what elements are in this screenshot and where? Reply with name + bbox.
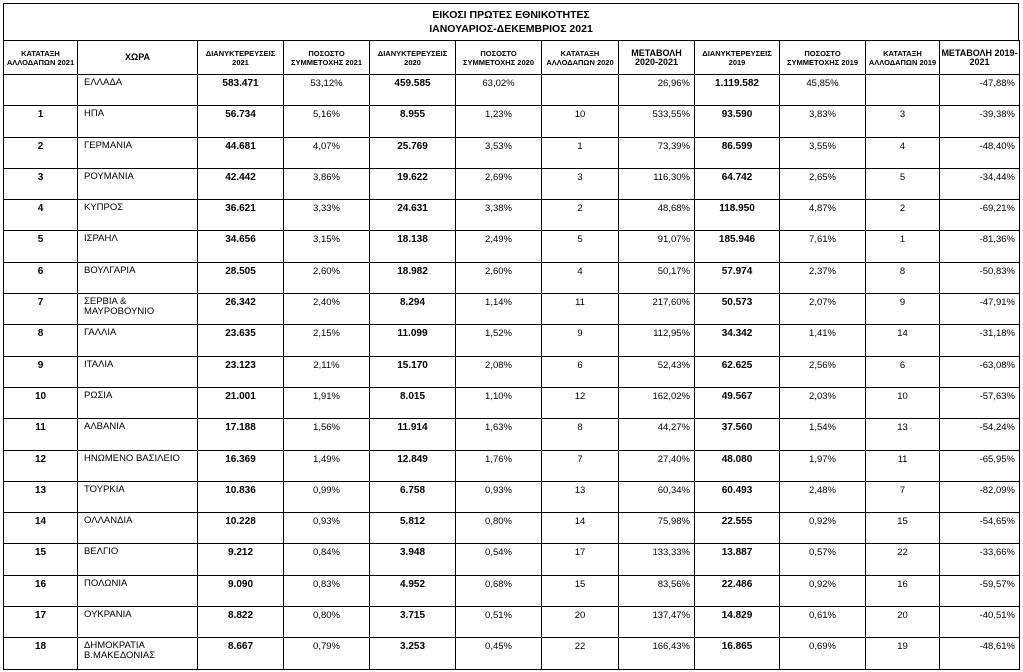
- cell-share-2019: 3,83%: [780, 106, 866, 137]
- table-row: [4, 137, 1020, 168]
- cell-change-2019-2021: -47,88%: [940, 75, 1020, 106]
- cell-share-2019: 2,56%: [780, 356, 866, 387]
- cell-overnights-2019: 64.742: [695, 168, 780, 199]
- cell-share-2019: 4,87%: [780, 200, 866, 231]
- cell-rank-2021: 7: [4, 294, 78, 325]
- cell-overnights-2021: 21.001: [198, 387, 284, 418]
- cell-country: ΒΟΥΛΓΑΡΙΑ: [78, 262, 198, 293]
- nationalities-table: [3, 40, 1020, 670]
- table-row: [4, 294, 1020, 325]
- cell-overnights-2019: 16.865: [695, 638, 780, 669]
- cell-rank-2019: 8: [866, 262, 940, 293]
- cell-overnights-2021: 9.212: [198, 544, 284, 575]
- cell-overnights-2021: 56.734: [198, 106, 284, 137]
- cell-country: ΟΛΛΑΝΔΙΑ: [78, 513, 198, 544]
- cell-share-2019: 2,48%: [780, 481, 866, 512]
- cell-rank-2019: 22: [866, 544, 940, 575]
- header-rank-2020: ΚΑΤΑΤΑΞΗ ΑΛΛΟΔΑΠΩΝ 2020: [542, 41, 619, 75]
- cell-overnights-2019: 50.573: [695, 294, 780, 325]
- cell-share-2020: 0,68%: [456, 575, 542, 606]
- cell-share-2021: 0,79%: [284, 638, 370, 669]
- cell-overnights-2019: 48.080: [695, 450, 780, 481]
- cell-rank-2021: 4: [4, 200, 78, 231]
- cell-share-2021: 0,80%: [284, 607, 370, 638]
- cell-change-2020-2021: 166,43%: [619, 638, 695, 669]
- cell-overnights-2021: 8.822: [198, 607, 284, 638]
- cell-share-2021: 2,40%: [284, 294, 370, 325]
- header-share-2020: ΠΟΣΟΣΤΟ ΣΥΜΜΕΤΟΧΗΣ 2020: [456, 41, 542, 75]
- cell-rank-2020: 8: [542, 419, 619, 450]
- cell-rank-2020: 14: [542, 513, 619, 544]
- cell-share-2019: 2,03%: [780, 387, 866, 418]
- table-title: [3, 3, 1019, 40]
- spreadsheet: [3, 3, 1019, 672]
- title-line-2: ΙΑΝΟΥΑΡΙΟΣ-ΔΕΚΕΜΒΡΙΟΣ 2021: [429, 23, 593, 35]
- cell-change-2020-2021: 50,17%: [619, 262, 695, 293]
- cell-rank-2020: 15: [542, 575, 619, 606]
- cell-rank-2020: 12: [542, 387, 619, 418]
- cell-change-2020-2021: 162,02%: [619, 387, 695, 418]
- cell-share-2021: 0,99%: [284, 481, 370, 512]
- cell-share-2021: 1,91%: [284, 387, 370, 418]
- cell-overnights-2021: 9.090: [198, 575, 284, 606]
- cell-share-2020: 1,23%: [456, 106, 542, 137]
- cell-share-2019: 0,61%: [780, 607, 866, 638]
- cell-rank-2019: 20: [866, 607, 940, 638]
- header-share-2019: ΠΟΣΟΣΤΟ ΣΥΜΜΕΤΟΧΗΣ 2019: [780, 41, 866, 75]
- cell-change-2019-2021: -31,18%: [940, 325, 1020, 356]
- cell-rank-2021: 10: [4, 387, 78, 418]
- cell-share-2021: 3,86%: [284, 168, 370, 199]
- cell-rank-2019: 1: [866, 231, 940, 262]
- cell-share-2021: 2,60%: [284, 262, 370, 293]
- cell-share-2019: 1,97%: [780, 450, 866, 481]
- cell-overnights-2020: 11.099: [370, 325, 456, 356]
- cell-rank-2020: 9: [542, 325, 619, 356]
- title-line-1: ΕΙΚΟΣΙ ΠΡΩΤΕΣ ΕΘΝΙΚΟΤΗΤΕΣ: [432, 9, 590, 21]
- cell-share-2019: 1,41%: [780, 325, 866, 356]
- cell-rank-2021: 18: [4, 638, 78, 669]
- cell-change-2019-2021: -33,66%: [940, 544, 1020, 575]
- cell-overnights-2020: 459.585: [370, 75, 456, 106]
- cell-change-2019-2021: -63,08%: [940, 356, 1020, 387]
- table-row: [4, 513, 1020, 544]
- cell-country: ΡΟΥΜΑΝΙΑ: [78, 168, 198, 199]
- cell-change-2020-2021: 91,07%: [619, 231, 695, 262]
- cell-rank-2019: 11: [866, 450, 940, 481]
- header-rank-2021: ΚΑΤΑΤΑΞΗ ΑΛΛΟΔΑΠΩΝ 2021: [4, 41, 78, 75]
- cell-country: ΔΗΜΟΚΡΑΤΙΑ Β.ΜΑΚΕΔΟΝΙΑΣ: [78, 638, 198, 669]
- cell-overnights-2021: 8.667: [198, 638, 284, 669]
- header-country: ΧΩΡΑ: [78, 41, 198, 75]
- cell-rank-2019: 19: [866, 638, 940, 669]
- cell-country: ΚΥΠΡΟΣ: [78, 200, 198, 231]
- cell-share-2019: 0,69%: [780, 638, 866, 669]
- cell-rank-2019: 7: [866, 481, 940, 512]
- table-row: [4, 450, 1020, 481]
- cell-overnights-2020: 18.138: [370, 231, 456, 262]
- cell-change-2019-2021: -81,36%: [940, 231, 1020, 262]
- cell-change-2020-2021: 73,39%: [619, 137, 695, 168]
- cell-overnights-2020: 3.253: [370, 638, 456, 669]
- cell-rank-2021: 15: [4, 544, 78, 575]
- header-change-2019-2021: ΜΕΤΑΒΟΛΗ 2019-2021: [940, 41, 1020, 75]
- cell-rank-2019: 4: [866, 137, 940, 168]
- table-row: [4, 387, 1020, 418]
- cell-share-2021: 53,12%: [284, 75, 370, 106]
- cell-overnights-2019: 37.560: [695, 419, 780, 450]
- header-overnights-2020: ΔΙΑΝΥΚΤΕΡΕΥΣΕΙΣ 2020: [370, 41, 456, 75]
- cell-overnights-2021: 10.836: [198, 481, 284, 512]
- cell-rank-2020: 2: [542, 200, 619, 231]
- cell-share-2021: 3,15%: [284, 231, 370, 262]
- cell-country: ΕΛΛΑΔΑ: [78, 75, 198, 106]
- cell-rank-2021: 2: [4, 137, 78, 168]
- cell-overnights-2019: 34.342: [695, 325, 780, 356]
- header-row: [4, 41, 1020, 75]
- table-row: [4, 419, 1020, 450]
- cell-share-2019: 2,07%: [780, 294, 866, 325]
- table-row: [4, 356, 1020, 387]
- cell-overnights-2020: 6.758: [370, 481, 456, 512]
- cell-overnights-2021: 26.342: [198, 294, 284, 325]
- cell-overnights-2019: 93.590: [695, 106, 780, 137]
- table-row: [4, 325, 1020, 356]
- cell-country: ΙΣΡΑΗΛ: [78, 231, 198, 262]
- cell-share-2020: 2,60%: [456, 262, 542, 293]
- cell-rank-2019: 13: [866, 419, 940, 450]
- cell-change-2020-2021: 27,40%: [619, 450, 695, 481]
- cell-rank-2020: 7: [542, 450, 619, 481]
- cell-change-2019-2021: -54,65%: [940, 513, 1020, 544]
- cell-rank-2020: 10: [542, 106, 619, 137]
- cell-change-2020-2021: 75,98%: [619, 513, 695, 544]
- cell-rank-2020: 6: [542, 356, 619, 387]
- cell-country: ΓΑΛΛΙΑ: [78, 325, 198, 356]
- cell-change-2020-2021: 217,60%: [619, 294, 695, 325]
- cell-rank-2020: [542, 75, 619, 106]
- cell-share-2021: 4,07%: [284, 137, 370, 168]
- cell-change-2019-2021: -69,21%: [940, 200, 1020, 231]
- cell-overnights-2019: 13.887: [695, 544, 780, 575]
- cell-country: ΤΟΥΡΚΙΑ: [78, 481, 198, 512]
- cell-rank-2021: 11: [4, 419, 78, 450]
- cell-share-2020: 0,93%: [456, 481, 542, 512]
- cell-rank-2021: 8: [4, 325, 78, 356]
- cell-share-2020: 1,63%: [456, 419, 542, 450]
- cell-country: ΗΝΩΜΕΝΟ ΒΑΣΙΛΕΙΟ: [78, 450, 198, 481]
- cell-share-2021: 2,11%: [284, 356, 370, 387]
- header-rank-2019: ΚΑΤΑΤΑΞΗ ΑΛΛΟΔΑΠΩΝ 2019: [866, 41, 940, 75]
- cell-overnights-2020: 8.294: [370, 294, 456, 325]
- header-change-2020-2021: ΜΕΤΑΒΟΛΗ 2020-2021: [619, 41, 695, 75]
- cell-rank-2021: 6: [4, 262, 78, 293]
- cell-country: ΓΕΡΜΑΝΙΑ: [78, 137, 198, 168]
- cell-change-2019-2021: -59,57%: [940, 575, 1020, 606]
- cell-overnights-2021: 16.369: [198, 450, 284, 481]
- header-overnights-2021: ΔΙΑΝΥΚΤΕΡΕΥΣΕΙΣ 2021: [198, 41, 284, 75]
- cell-change-2020-2021: 26,96%: [619, 75, 695, 106]
- cell-overnights-2020: 18.982: [370, 262, 456, 293]
- cell-change-2020-2021: 112,95%: [619, 325, 695, 356]
- cell-rank-2021: 5: [4, 231, 78, 262]
- cell-rank-2021: 9: [4, 356, 78, 387]
- cell-change-2019-2021: -34,44%: [940, 168, 1020, 199]
- header-overnights-2019: ΔΙΑΝΥΚΤΕΡΕΥΣΕΙΣ 2019: [695, 41, 780, 75]
- cell-rank-2021: 12: [4, 450, 78, 481]
- cell-share-2020: 1,52%: [456, 325, 542, 356]
- cell-overnights-2019: 86.599: [695, 137, 780, 168]
- cell-change-2019-2021: -57,63%: [940, 387, 1020, 418]
- cell-overnights-2020: 3.948: [370, 544, 456, 575]
- cell-overnights-2020: 15.170: [370, 356, 456, 387]
- cell-overnights-2019: 49.567: [695, 387, 780, 418]
- cell-change-2019-2021: -39,38%: [940, 106, 1020, 137]
- cell-rank-2019: 16: [866, 575, 940, 606]
- cell-share-2020: 0,80%: [456, 513, 542, 544]
- cell-change-2020-2021: 52,43%: [619, 356, 695, 387]
- cell-share-2019: 2,37%: [780, 262, 866, 293]
- cell-overnights-2019: 118.950: [695, 200, 780, 231]
- cell-change-2019-2021: -65,95%: [940, 450, 1020, 481]
- cell-rank-2021: 17: [4, 607, 78, 638]
- table-row: [4, 638, 1020, 669]
- cell-overnights-2020: 8.955: [370, 106, 456, 137]
- cell-change-2019-2021: -40,51%: [940, 607, 1020, 638]
- cell-rank-2019: 15: [866, 513, 940, 544]
- cell-rank-2020: 22: [542, 638, 619, 669]
- cell-overnights-2019: 22.555: [695, 513, 780, 544]
- cell-overnights-2019: 14.829: [695, 607, 780, 638]
- cell-overnights-2021: 23.635: [198, 325, 284, 356]
- cell-share-2019: 0,92%: [780, 575, 866, 606]
- cell-overnights-2021: 34.656: [198, 231, 284, 262]
- cell-overnights-2019: 185.946: [695, 231, 780, 262]
- cell-overnights-2019: 57.974: [695, 262, 780, 293]
- cell-rank-2021: [4, 75, 78, 106]
- cell-rank-2020: 3: [542, 168, 619, 199]
- cell-country: ΒΕΛΓΙΟ: [78, 544, 198, 575]
- table-row: [4, 168, 1020, 199]
- cell-overnights-2019: 22.486: [695, 575, 780, 606]
- cell-overnights-2021: 36.621: [198, 200, 284, 231]
- cell-overnights-2020: 8.015: [370, 387, 456, 418]
- cell-share-2020: 3,38%: [456, 200, 542, 231]
- cell-rank-2019: 9: [866, 294, 940, 325]
- cell-overnights-2020: 3.715: [370, 607, 456, 638]
- cell-overnights-2021: 42.442: [198, 168, 284, 199]
- cell-share-2021: 0,83%: [284, 575, 370, 606]
- cell-overnights-2020: 19.622: [370, 168, 456, 199]
- cell-rank-2019: [866, 75, 940, 106]
- table-row: [4, 231, 1020, 262]
- table-row: [4, 262, 1020, 293]
- cell-rank-2020: 20: [542, 607, 619, 638]
- cell-rank-2020: 13: [542, 481, 619, 512]
- cell-share-2019: 1,54%: [780, 419, 866, 450]
- cell-share-2020: 1,14%: [456, 294, 542, 325]
- cell-overnights-2019: 62.625: [695, 356, 780, 387]
- cell-overnights-2021: 17.188: [198, 419, 284, 450]
- cell-rank-2019: 10: [866, 387, 940, 418]
- cell-share-2019: 0,57%: [780, 544, 866, 575]
- cell-overnights-2019: 1.119.582: [695, 75, 780, 106]
- cell-change-2019-2021: -82,09%: [940, 481, 1020, 512]
- cell-share-2021: 1,56%: [284, 419, 370, 450]
- cell-share-2021: 3,33%: [284, 200, 370, 231]
- cell-country: ΣΕΡΒΙΑ & ΜΑΥΡΟΒΟΥΝΙΟ: [78, 294, 198, 325]
- cell-country: ΡΩΣΙΑ: [78, 387, 198, 418]
- cell-change-2020-2021: 137,47%: [619, 607, 695, 638]
- cell-country: ΙΤΑΛΙΑ: [78, 356, 198, 387]
- cell-country: ΠΟΛΩΝΙΑ: [78, 575, 198, 606]
- cell-change-2019-2021: -54,24%: [940, 419, 1020, 450]
- cell-overnights-2020: 12.849: [370, 450, 456, 481]
- cell-rank-2021: 3: [4, 168, 78, 199]
- cell-share-2019: 7,61%: [780, 231, 866, 262]
- cell-share-2021: 2,15%: [284, 325, 370, 356]
- cell-rank-2021: 14: [4, 513, 78, 544]
- cell-country: ΑΛΒΑΝΙΑ: [78, 419, 198, 450]
- cell-share-2020: 2,69%: [456, 168, 542, 199]
- cell-change-2019-2021: -50,83%: [940, 262, 1020, 293]
- cell-rank-2020: 5: [542, 231, 619, 262]
- cell-share-2020: 1,76%: [456, 450, 542, 481]
- table-row: [4, 481, 1020, 512]
- cell-change-2020-2021: 533,55%: [619, 106, 695, 137]
- table-body: [4, 75, 1020, 670]
- cell-overnights-2020: 24.631: [370, 200, 456, 231]
- cell-overnights-2020: 4.952: [370, 575, 456, 606]
- table-row: [4, 544, 1020, 575]
- cell-share-2019: 2,65%: [780, 168, 866, 199]
- table-row: [4, 607, 1020, 638]
- table-row: [4, 75, 1020, 106]
- cell-rank-2020: 11: [542, 294, 619, 325]
- cell-overnights-2021: 583.471: [198, 75, 284, 106]
- cell-change-2019-2021: -48,61%: [940, 638, 1020, 669]
- cell-share-2020: 2,08%: [456, 356, 542, 387]
- cell-rank-2020: 1: [542, 137, 619, 168]
- cell-change-2020-2021: 44,27%: [619, 419, 695, 450]
- cell-change-2020-2021: 83,56%: [619, 575, 695, 606]
- cell-overnights-2019: 60.493: [695, 481, 780, 512]
- cell-change-2020-2021: 133,33%: [619, 544, 695, 575]
- cell-overnights-2020: 25.769: [370, 137, 456, 168]
- cell-share-2021: 1,49%: [284, 450, 370, 481]
- cell-share-2021: 0,84%: [284, 544, 370, 575]
- cell-rank-2021: 1: [4, 106, 78, 137]
- cell-rank-2019: 3: [866, 106, 940, 137]
- cell-overnights-2021: 28.505: [198, 262, 284, 293]
- header-share-2021: ΠΟΣΟΣΤΟ ΣΥΜΜΕΤΟΧΗΣ 2021: [284, 41, 370, 75]
- cell-share-2020: 0,51%: [456, 607, 542, 638]
- cell-share-2019: 0,92%: [780, 513, 866, 544]
- cell-rank-2020: 4: [542, 262, 619, 293]
- cell-country: ΗΠΑ: [78, 106, 198, 137]
- cell-overnights-2021: 23.123: [198, 356, 284, 387]
- cell-change-2019-2021: -47,91%: [940, 294, 1020, 325]
- cell-change-2020-2021: 60,34%: [619, 481, 695, 512]
- cell-share-2020: 63,02%: [456, 75, 542, 106]
- cell-rank-2021: 13: [4, 481, 78, 512]
- cell-change-2020-2021: 48,68%: [619, 200, 695, 231]
- cell-rank-2021: 16: [4, 575, 78, 606]
- cell-share-2019: 3,55%: [780, 137, 866, 168]
- cell-share-2021: 0,93%: [284, 513, 370, 544]
- cell-share-2021: 5,16%: [284, 106, 370, 137]
- cell-share-2020: 2,49%: [456, 231, 542, 262]
- cell-change-2020-2021: 116,30%: [619, 168, 695, 199]
- cell-rank-2019: 2: [866, 200, 940, 231]
- cell-change-2019-2021: -48,40%: [940, 137, 1020, 168]
- cell-overnights-2020: 5.812: [370, 513, 456, 544]
- cell-share-2020: 1,10%: [456, 387, 542, 418]
- cell-share-2019: 45,85%: [780, 75, 866, 106]
- cell-rank-2019: 5: [866, 168, 940, 199]
- cell-rank-2019: 14: [866, 325, 940, 356]
- cell-overnights-2021: 10.228: [198, 513, 284, 544]
- cell-rank-2020: 17: [542, 544, 619, 575]
- cell-overnights-2020: 11.914: [370, 419, 456, 450]
- table-row: [4, 200, 1020, 231]
- cell-share-2020: 0,54%: [456, 544, 542, 575]
- cell-share-2020: 3,53%: [456, 137, 542, 168]
- cell-country: ΟΥΚΡΑΝΙΑ: [78, 607, 198, 638]
- table-row: [4, 575, 1020, 606]
- cell-rank-2019: 6: [866, 356, 940, 387]
- cell-share-2020: 0,45%: [456, 638, 542, 669]
- table-row: [4, 106, 1020, 137]
- cell-overnights-2021: 44.681: [198, 137, 284, 168]
